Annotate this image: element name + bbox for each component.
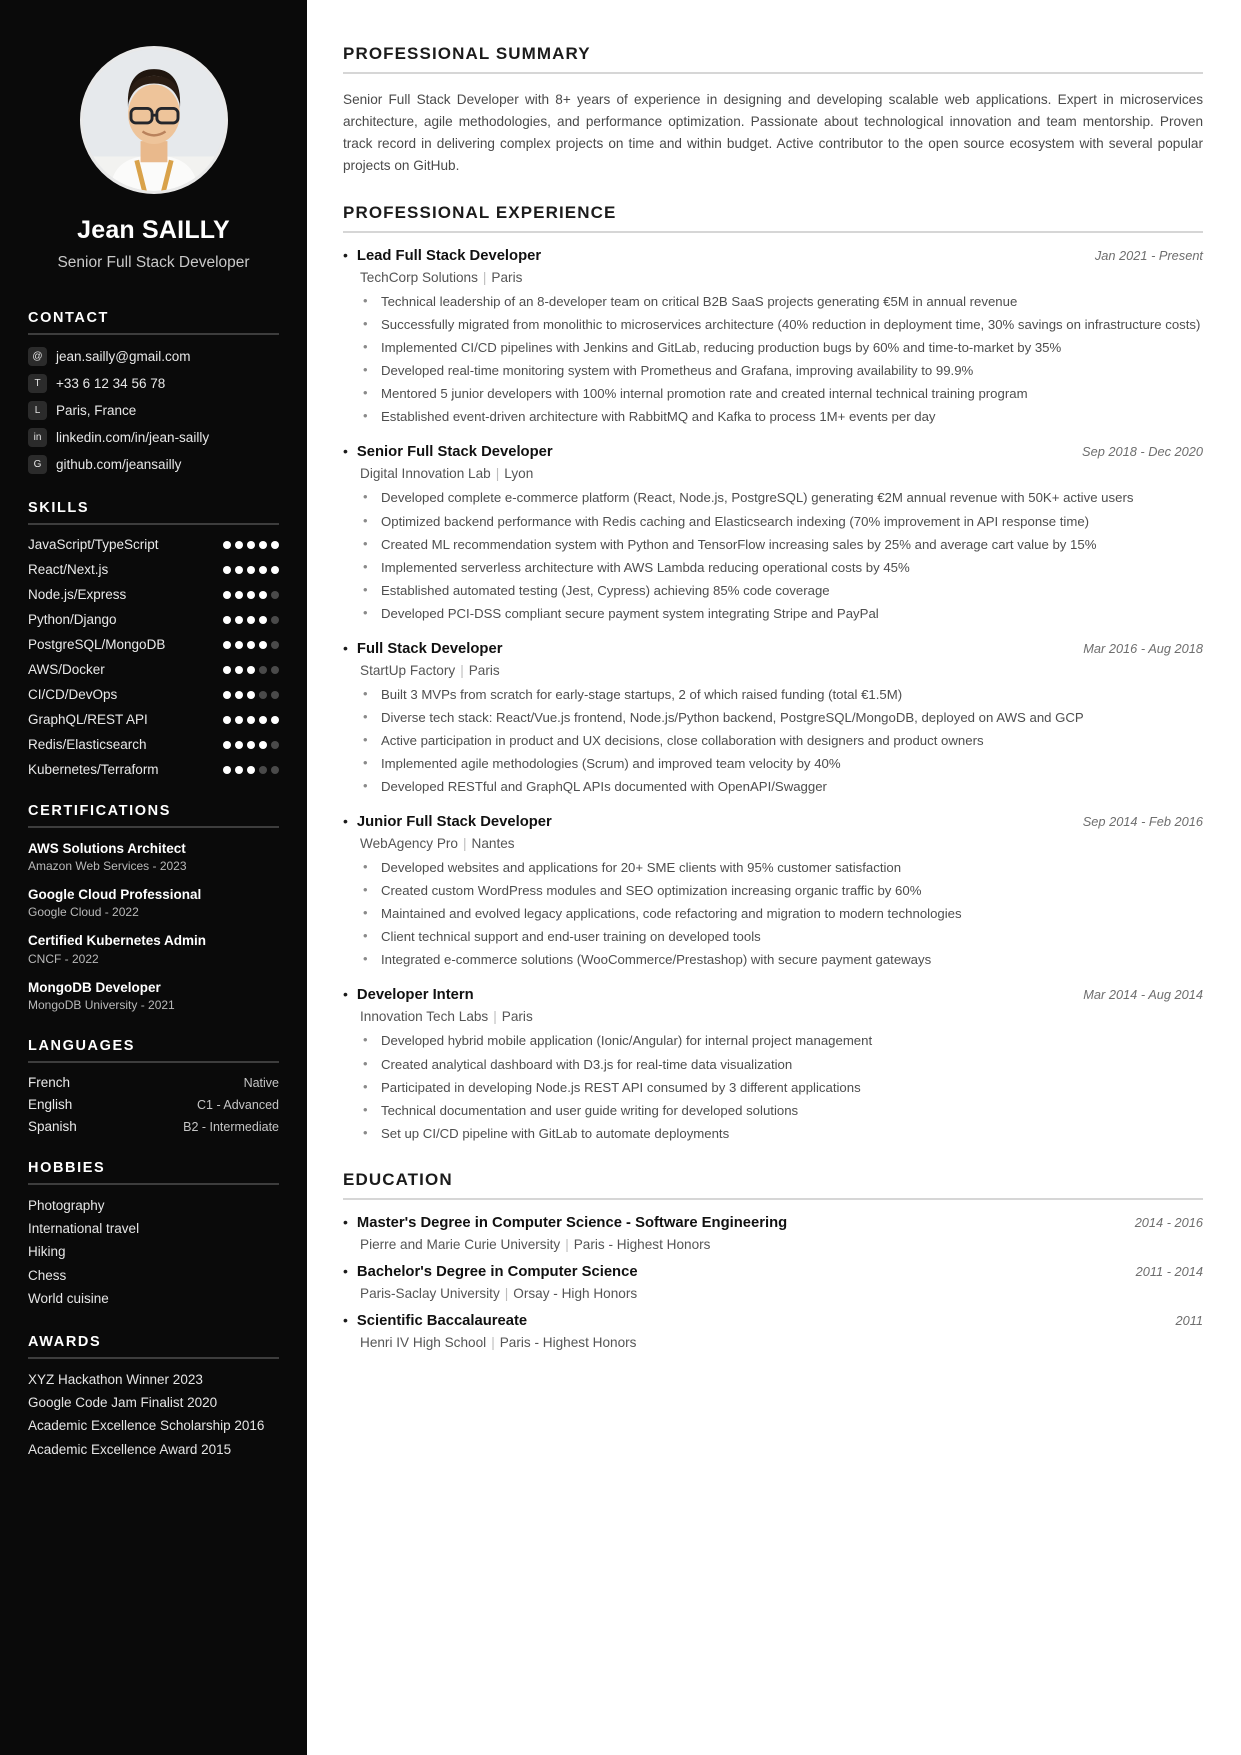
experience-item [343,987,1203,1143]
education-list [343,1215,1203,1350]
contact-email-text: jean.sailly@gmail.com [56,349,191,364]
job-role: Senior Full Stack Developer [356,444,553,461]
job-bullet-item: • Implemented agile methodologies (Scrum) and improved team velocity by 40% [360,754,1203,774]
github-icon: G [28,455,47,474]
job-company-name: WebAgency Pro [360,836,458,852]
job-bullet-item: • Technical leadership of an 8-developer team on critical B2B SaaS projects generating €5M in annual revenue [360,292,1203,312]
divider [343,1198,1203,1200]
contact-item-phone[interactable] [28,374,279,393]
skill-dot-filled [235,566,243,574]
education-degree: Master's Degree in Computer Science - Software Engineering [356,1214,788,1231]
education-dates: 2011 [1175,1312,1203,1328]
skill-dot-filled [235,716,243,724]
experience-title-group [343,641,502,657]
bullet-icon: • [343,1213,348,1230]
bullet-icon: • [343,1311,348,1328]
separator-icon: | [460,662,464,678]
divider [28,826,279,828]
education-title-group [343,1215,787,1231]
language-row [28,1097,279,1112]
skill-dot-empty [271,741,279,749]
languages-heading: LANGUAGES [28,1037,136,1054]
contact-location-text: Paris, France [56,403,137,418]
full-name: Jean SAILLY [77,216,230,244]
language-row [28,1119,279,1134]
job-location: Paris [491,270,523,286]
certification-meta: Amazon Web Services - 2023 [28,859,187,874]
professional-summary-text: Senior Full Stack Developer with 8+ years of experience in designing and developing scalable web applications. Expert in microservices architecture, agile methodologies, and performance optimization. Passionate about technological innovation and team mentorship. Proven track record in delivering complex projects on time and within budget. Active contributor to the open source ecosystem with several popular projects on GitHub. [343,92,1203,174]
contact-list [28,347,279,474]
job-bullet-item: • Developed real-time monitoring system with Prometheus and Grafana, improving availability to 99.9% [360,361,1203,381]
skill-dot-filled [235,766,243,774]
hobby-item: International travel [28,1221,140,1237]
job-company-name: Digital Innovation Lab [360,466,491,482]
job-bullet-item: • Developed complete e-commerce platform (React, Node.js, PostgreSQL) generating €2M annual revenue with 50K+ active users [360,488,1203,508]
languages-list [28,1075,279,1134]
job-company-name: Innovation Tech Labs [360,1009,489,1025]
experience-header [343,248,1203,264]
location-icon: L [28,401,47,420]
experience-header [343,987,1203,1003]
job-bullet-item: • Client technical support and end-user training on developed tools [360,927,1203,947]
language-name: Spanish [28,1118,77,1134]
job-bullet-item: • Created ML recommendation system with Python and TensorFlow increasing sales by 25% and average cart value by 15% [360,535,1203,555]
skill-dot-filled [223,641,231,649]
skill-level-dots [223,716,279,724]
skill-level-dots [223,691,279,699]
skill-dot-empty [259,666,267,674]
skill-dot-filled [271,541,279,549]
job-dates: Sep 2018 - Dec 2020 [1082,444,1203,460]
separator-icon: | [565,1236,569,1252]
job-bullet-item: • Created analytical dashboard with D3.js for real-time data visualization [360,1055,1203,1075]
skill-dot-filled [247,541,255,549]
experience-header [343,444,1203,460]
languages-section [28,1038,279,1134]
job-bullet-item: • Optimized backend performance with Redis caching and Elasticsearch indexing (70% improvement in API response time) [360,512,1203,532]
job-bullet-item: • Set up CI/CD pipeline with GitLab to automate deployments [360,1124,1203,1144]
skill-dot-filled [223,616,231,624]
skill-name: Redis/Elasticsearch [28,737,147,752]
certification-item [28,840,279,873]
education-dates: 2011 - 2014 [1135,1263,1203,1279]
education-school-name: Paris-Saclay University [360,1285,500,1301]
separator-icon: | [491,1334,495,1350]
experience-header [343,641,1203,657]
language-level: B2 - Intermediate [183,1119,279,1134]
bullet-icon: • [343,813,348,830]
divider [28,523,279,525]
skill-dot-filled [235,616,243,624]
hobby-item: Photography [28,1197,105,1213]
skill-level-dots [223,741,279,749]
certification-name: Certified Kubernetes Admin [28,933,207,949]
bullet-icon: • [343,443,348,460]
linkedin-icon: in [28,428,47,447]
skills-heading: SKILLS [28,500,90,516]
certification-item [28,932,279,965]
experience-item [343,248,1203,427]
skill-dot-empty [271,691,279,699]
contact-phone-text: +33 6 12 34 56 78 [56,376,166,391]
bullet-icon: • [343,1262,348,1279]
skill-row [28,737,279,752]
skill-row [28,562,279,577]
job-bullet-item: • Integrated e-commerce solutions (WooCommerce/Prestashop) with secure payment gateways [360,950,1203,970]
job-bullet-item: • Built 3 MVPs from scratch for early-stage startups, 2 of which raised funding (total €1.5M) [360,685,1203,705]
skill-dot-filled [223,766,231,774]
experience-title-group [343,444,553,460]
job-bullet-list [360,858,1203,970]
skill-name: Kubernetes/Terraform [28,762,159,777]
experience-item [343,444,1203,623]
contact-item-email[interactable] [28,347,279,366]
certifications-list [28,840,279,1012]
divider [343,231,1203,233]
bullet-icon: • [343,986,348,1003]
job-bullet-item: • Developed websites and applications for 20+ SME clients with 95% customer satisfaction [360,858,1203,878]
skill-dot-filled [223,566,231,574]
language-level: Native [243,1075,279,1090]
language-row [28,1075,279,1090]
certification-item [28,979,279,1012]
skills-section [28,500,279,777]
job-bullet-list [360,488,1203,623]
email-icon: @ [28,347,47,366]
experience-title-group [343,814,552,830]
education-header [343,1313,1203,1329]
skill-name: GraphQL/REST API [28,712,148,727]
language-name: French [28,1074,71,1090]
skill-dot-filled [223,666,231,674]
job-bullet-item: • Technical documentation and user guide writing for developed solutions [360,1101,1203,1121]
skill-name: Node.js/Express [28,587,127,602]
job-dates: Mar 2016 - Aug 2018 [1083,640,1203,656]
bullet-icon: • [343,247,348,264]
job-bullet-list [360,1031,1203,1143]
certification-item [28,886,279,919]
professional-experience-section [343,203,1203,1144]
experience-title-group [343,248,541,264]
skill-dot-filled [259,641,267,649]
skill-dot-filled [259,741,267,749]
hobbies-heading: HOBBIES [28,1159,106,1176]
job-bullet-item: • Established automated testing (Jest, Cypress) achieving 85% code coverage [360,581,1203,601]
education-degree: Scientific Baccalaureate [356,1312,528,1329]
skill-dot-filled [247,741,255,749]
skill-name: CI/CD/DevOps [28,687,118,702]
job-title: Senior Full Stack Developer [57,254,250,271]
skill-row [28,762,279,777]
skill-dot-filled [235,641,243,649]
bullet-icon: • [343,639,348,656]
main-content [307,0,1241,1755]
contact-item-location[interactable] [28,401,279,420]
education-dates: 2014 - 2016 [1134,1214,1203,1230]
job-role: Lead Full Stack Developer [356,248,542,265]
job-bullet-item: • Implemented CI/CD pipelines with Jenkins and GitLab, reducing production bugs by 60% and time-to-market by 35% [360,338,1203,358]
skill-level-dots [223,541,279,549]
job-bullet-list [360,685,1203,797]
skill-row [28,537,279,552]
skill-dot-filled [247,616,255,624]
professional-experience-heading: PROFESSIONAL EXPERIENCE [343,203,617,223]
skill-row [28,687,279,702]
education-detail: Orsay - High Honors [513,1285,638,1301]
skill-dot-filled [223,691,231,699]
experience-list [343,248,1203,1144]
contact-linkedin-text: linkedin.com/in/jean-sailly [56,430,210,445]
certification-meta: MongoDB University - 2021 [28,997,175,1012]
skill-level-dots [223,766,279,774]
skills-list [28,537,279,777]
skill-dot-empty [271,666,279,674]
skill-dot-filled [247,691,255,699]
skill-dot-empty [271,641,279,649]
skill-dot-filled [235,666,243,674]
professional-summary-heading: PROFESSIONAL SUMMARY [343,44,591,63]
skill-dot-filled [223,741,231,749]
skill-dot-filled [247,591,255,599]
award-item: XYZ Hackathon Winner 2023 [28,1371,203,1387]
job-dates: Mar 2014 - Aug 2014 [1083,987,1203,1003]
experience-item [343,814,1203,970]
education-detail: Paris - Highest Honors [499,1334,637,1350]
job-bullet-item: • Established event-driven architecture with RabbitMQ and Kafka to process 1M+ events per day [360,407,1203,427]
separator-icon: | [504,1285,509,1301]
skill-dot-filled [271,716,279,724]
education-heading: EDUCATION [343,1169,453,1189]
certification-meta: Google Cloud - 2022 [28,905,139,920]
skill-dot-filled [235,691,243,699]
skill-dot-empty [271,616,279,624]
education-school [360,1237,1203,1252]
skill-row [28,587,279,602]
job-bullet-item: • Mentored 5 junior developers with 100% internal promotion rate and created internal technical training program [360,384,1203,404]
skill-dot-filled [259,541,267,549]
job-bullet-item: • Participated in developing Node.js REST API consumed by 3 different applications [360,1078,1203,1098]
hobby-item: Hiking [28,1244,66,1260]
person-photo-icon [83,49,225,191]
skill-row [28,712,279,727]
job-bullet-item: • Created custom WordPress modules and SEO optimization increasing organic traffic by 60% [360,881,1203,901]
certification-name: AWS Solutions Architect [28,841,186,856]
contact-item-github[interactable] [28,455,279,474]
skill-level-dots [223,591,279,599]
awards-section [28,1334,279,1459]
awards-list [28,1371,279,1459]
certification-name: Google Cloud Professional [28,887,202,903]
skill-dot-filled [223,591,231,599]
education-header [343,1264,1203,1280]
job-role: Full Stack Developer [356,640,503,657]
education-school [360,1286,1203,1301]
hobby-item: World cuisine [28,1290,109,1306]
education-title-group [343,1313,527,1329]
job-bullet-item: • Diverse tech stack: React/Vue.js frontend, Node.js/Python backend, PostgreSQL/MongoDB, deployed on AWS and GCP [360,708,1203,728]
contact-github-text: github.com/jeansailly [56,457,182,472]
job-dates: Sep 2014 - Feb 2016 [1082,814,1203,830]
job-company [360,466,1203,481]
certifications-heading: CERTIFICATIONS [28,803,171,819]
professional-summary-section [343,44,1203,177]
skill-dot-filled [223,716,231,724]
job-bullet-item: • Developed hybrid mobile application (Ionic/Angular) for internal project management [360,1031,1203,1051]
skill-dot-filled [235,591,243,599]
job-company-name: TechCorp Solutions [360,270,478,286]
education-section [343,1170,1203,1350]
skill-name: PostgreSQL/MongoDB [28,637,166,652]
job-bullet-item: • Maintained and evolved legacy applications, code refactoring and migration to modern technologies [360,904,1203,924]
education-detail: Paris - Highest Honors [573,1236,711,1252]
hobby-item: Chess [28,1267,67,1283]
education-title-group [343,1264,638,1280]
job-role: Junior Full Stack Developer [356,814,552,831]
job-location: Paris [501,1009,533,1025]
divider [28,1357,279,1359]
skill-level-dots [223,616,279,624]
education-degree: Bachelor's Degree in Computer Science [356,1263,638,1280]
awards-heading: AWARDS [28,1333,102,1350]
education-item [343,1264,1203,1301]
job-company-name: StartUp Factory [360,662,456,678]
experience-header [343,814,1203,830]
skill-dot-filled [223,541,231,549]
skill-dot-empty [259,691,267,699]
job-company [360,836,1203,851]
skill-name: React/Next.js [28,562,109,577]
skill-dot-empty [271,591,279,599]
skill-dot-filled [259,566,267,574]
separator-icon: | [493,1009,497,1025]
skill-dot-filled [247,566,255,574]
skill-dot-filled [247,641,255,649]
job-location: Nantes [471,836,515,852]
job-bullet-item: • Developed PCI-DSS compliant secure payment system integrating Stripe and PayPal [360,604,1203,624]
award-item: Academic Excellence Scholarship 2016 [28,1418,265,1434]
job-company [360,270,1203,285]
job-dates: Jan 2021 - Present [1094,248,1203,264]
divider [343,72,1203,74]
job-bullet-item: • Developed RESTful and GraphQL APIs documented with OpenAPI/Swagger [360,777,1203,797]
skill-row [28,637,279,652]
job-company [360,663,1203,678]
skill-row [28,612,279,627]
certifications-section [28,803,279,1012]
contact-item-linkedin[interactable] [28,428,279,447]
language-level: C1 - Advanced [197,1097,279,1112]
avatar-container [28,46,279,194]
skill-dot-filled [235,741,243,749]
education-school-name: Pierre and Marie Curie University [360,1236,561,1252]
separator-icon: | [462,836,467,852]
job-company [360,1009,1203,1024]
skill-level-dots [223,641,279,649]
certification-meta: CNCF - 2022 [28,951,99,966]
education-school-name: Henri IV High School [360,1334,487,1350]
job-location: Lyon [504,466,534,482]
job-bullet-item: • Active participation in product and UX decisions, close collaboration with designers and product owners [360,731,1203,751]
skill-level-dots [223,566,279,574]
avatar [80,46,228,194]
job-location: Paris [468,662,500,678]
divider [28,1183,279,1185]
contact-heading: CONTACT [28,310,110,326]
award-item: Google Code Jam Finalist 2020 [28,1395,218,1411]
sidebar [0,0,307,1755]
job-bullet-item: • Implemented serverless architecture with AWS Lambda reducing operational costs by 45% [360,558,1203,578]
experience-item [343,641,1203,797]
skill-dot-filled [235,541,243,549]
separator-icon: | [495,466,500,482]
skill-name: AWS/Docker [28,662,105,677]
skill-level-dots [223,666,279,674]
hobbies-section [28,1160,279,1308]
hobbies-list [28,1197,279,1308]
language-name: English [28,1096,73,1112]
certification-name: MongoDB Developer [28,979,161,995]
skill-dot-filled [259,591,267,599]
skill-name: Python/Django [28,612,117,627]
education-school [360,1335,1203,1350]
divider [28,1061,279,1063]
skill-dot-empty [271,766,279,774]
phone-icon: T [28,374,47,393]
skill-dot-filled [259,616,267,624]
skill-dot-filled [247,766,255,774]
divider [28,333,279,335]
separator-icon: | [482,270,487,286]
skill-dot-filled [247,666,255,674]
skill-dot-filled [271,566,279,574]
job-bullet-item: • Successfully migrated from monolithic to microservices architecture (40% reduction in deployment time, 30% savings on infrastructure costs) [360,315,1203,335]
skill-name: JavaScript/TypeScript [28,537,159,552]
education-header [343,1215,1203,1231]
contact-section [28,310,279,474]
skill-row [28,662,279,677]
education-item [343,1313,1203,1350]
job-bullet-list [360,292,1203,427]
experience-title-group [343,987,474,1003]
job-role: Developer Intern [356,987,474,1004]
education-item [343,1215,1203,1252]
award-item: Academic Excellence Award 2015 [28,1441,232,1457]
skill-dot-empty [259,766,267,774]
skill-dot-filled [247,716,255,724]
skill-dot-filled [259,716,267,724]
